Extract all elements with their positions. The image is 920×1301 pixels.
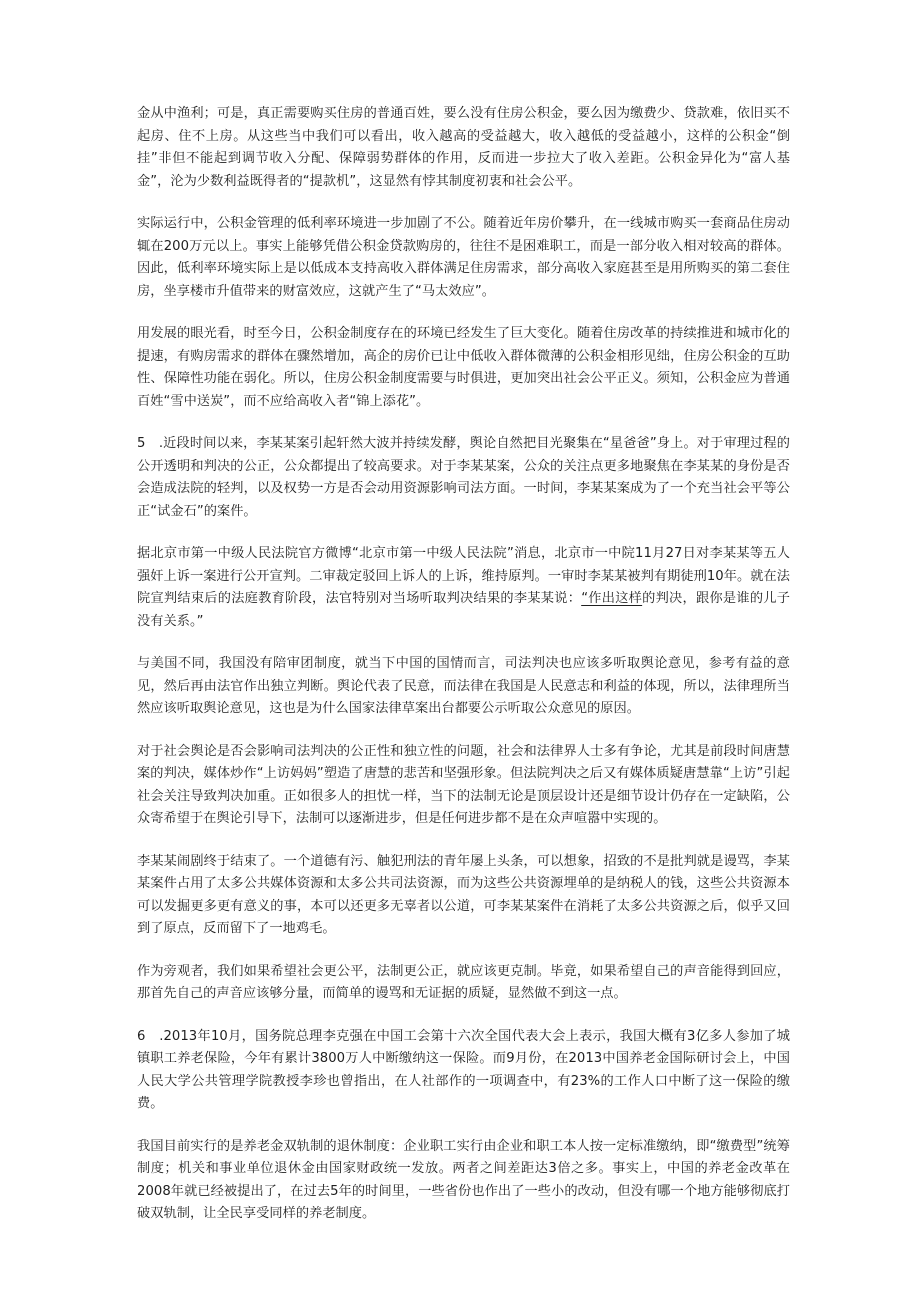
paragraph-development-view: 用发展的眼光看，时至今日，公积金制度存在的环境已经发生了巨大变化。随着住房改革的持续推进和城市化的提速，有购房需求的群体在骤然增加，高企的房价已让中低收入群体微薄的公积金相形见绌，住房公积金的互助性、保障性功能在弱化。所以，住房公积金制度需要与时俱进，更加突出社会公平正义。须知，公积金应为普通百姓“雪中送炭”，而不应给高收入者“锦上添花”。 xyxy=(137,326,790,409)
verdict-text-before: 据北京市第一中级人民法院官方微博“北京市第一中级人民法院”消息，北京市一中院11月27日对李某某等五人强奸上诉一案进行公开宣判。二审裁定驳回上诉人的上诉，维持原判。一审时李某某被判有期徒刑10年。就在法院宣判结束后的法庭教育阶段，法官特别对当场听取判决结果的李某某说： xyxy=(137,546,790,606)
verdict-text-underlined: “作出这样 xyxy=(581,591,643,606)
paragraph-case-five: 5 .近段时间以来，李某某案引起轩然大波并持续发酵，舆论自然把目光聚集在“星爸爸”身上。对于审理过程的公开透明和判决的公正，公众都提出了较高要求。对于李某某案，公众的关注点更多地聚焦在李某某的身份是否会造成法院的轻判，以及权势一方是否会动用资源影响司法方面。一时间，李某某案成为了一个充当社会平等公正“试金石”的案件。 xyxy=(137,436,790,519)
paragraph-pension-six: 6 .2013年10月，国务院总理李克强在中国工会第十六次全国代表大会上表示，我国大概有3亿多人参加了城镇职工养老保险，今年有累计3800万人中断缴纳这一保险。而9月份，在2013中国养老金国际研讨会上，中国人民大学公共管理学院教授李珍也曾指出，在人社部作的一项调查中，有23%的工作人口中断了这一保险的缴费。 xyxy=(137,1028,790,1111)
paragraph-court-verdict xyxy=(137,543,790,633)
paragraph-bystanders: 作为旁观者，我们如果希望社会更公平，法制更公正，就应该更克制。毕竟，如果希望自己的声音能得到回应，那首先自己的声音应该够分量，而简单的谩骂和无证据的质疑，显然做不到这一点。 xyxy=(137,963,790,1001)
paragraph-housing-fund-inverse: 金从中渔利；可是，真正需要购买住房的普通百姓，要么没有住房公积金，要么因为缴费少、贷款难，依旧买不起房、住不上房。从这些当中我们可以看出，收入越高的受益越大，收入越低的受益越小，这样的公积金“倒挂”非但不能起到调节收入分配、保障弱势群体的作用，反而进一步拉大了收入差距。公积金异化为“富人基金”，沦为少数利益既得者的“提款机”，这显然有悖其制度初衷和社会公平。 xyxy=(137,106,790,189)
paragraph-dual-track-pension: 我国目前实行的是养老金双轨制的退休制度：企业职工实行由企业和职工本人按一定标准缴纳，即“缴费型”统筹制度；机关和事业单位退休金由国家财政统一发放。两者之间差距达3倍之多。事实上，中国的养老金改革在2008年就已经被提出了，在过去5年的时间里，一些省份也作出了一些小的改动，但没有哪一个地方能够彻底打破双轨制，让全民享受同样的养老制度。 xyxy=(137,1138,790,1221)
paragraph-public-opinion: 与美国不同，我国没有陪审团制度，就当下中国的国情而言，司法判决也应该多听取舆论意见，参考有益的意见，然后再由法官作出独立判断。舆论代表了民意，而法律在我国是人民意志和利益的体现，所以，法律理所当然应该听取舆论意见，这也是为什么国家法律草案出台都要公示听取公众意见的原因。 xyxy=(137,656,790,716)
paragraph-judicial-independence: 对于社会舆论是否会影响司法判决的公正性和独立性的问题，社会和法律界人士多有争论，尤其是前段时间唐慧案的判决，媒体炒作“上访妈妈”塑造了唐慧的悲苦和坚强形象。但法院判决之后又有媒体质疑唐慧靠“上访”引起社会关注导致判决加重。正如很多人的担忧一样，当下的法制无论是顶层设计还是细节设计仍存在一定缺陷，公众寄希望于在舆论引导下，法制可以逐渐进步，但是任何进步都不是在众声喧嚣中实现的。 xyxy=(137,743,790,826)
paragraph-low-interest-rate: 实际运行中，公积金管理的低利率环境进一步加剧了不公。随着近年房价攀升，在一线城市购买一套商品住房动辄在200万元以上。事实上能够凭借公积金贷款购房的，往往不是困难职工，而是一部分收入相对较高的群体。因此，低利率环境实际上是以低成本支持高收入群体满足住房需求，部分高收入家庭甚至是用所购买的第二套住房，坐享楼市升值带来的财富效应，这就产生了“马太效应”。 xyxy=(137,216,790,299)
verdict-text-after: 的判决，跟你是谁的儿子没有关系。” xyxy=(137,591,790,629)
paragraph-farce-ended: 李某某闹剧终于结束了。一个道德有污、触犯刑法的青年屡上头条，可以想象，招致的不是批判就是谩骂，李某某案件占用了太多公共媒体资源和太多公共司法资源，而为这些公共资源埋单的是纳税人的钱，这些公共资源本可以发掘更多更有意义的事，本可以还更多无辜者以公道，可李某某案件在消耗了太多公共资源之后，似乎又回到了原点，反而留下了一地鸡毛。 xyxy=(137,853,790,936)
document-page xyxy=(137,103,790,1226)
